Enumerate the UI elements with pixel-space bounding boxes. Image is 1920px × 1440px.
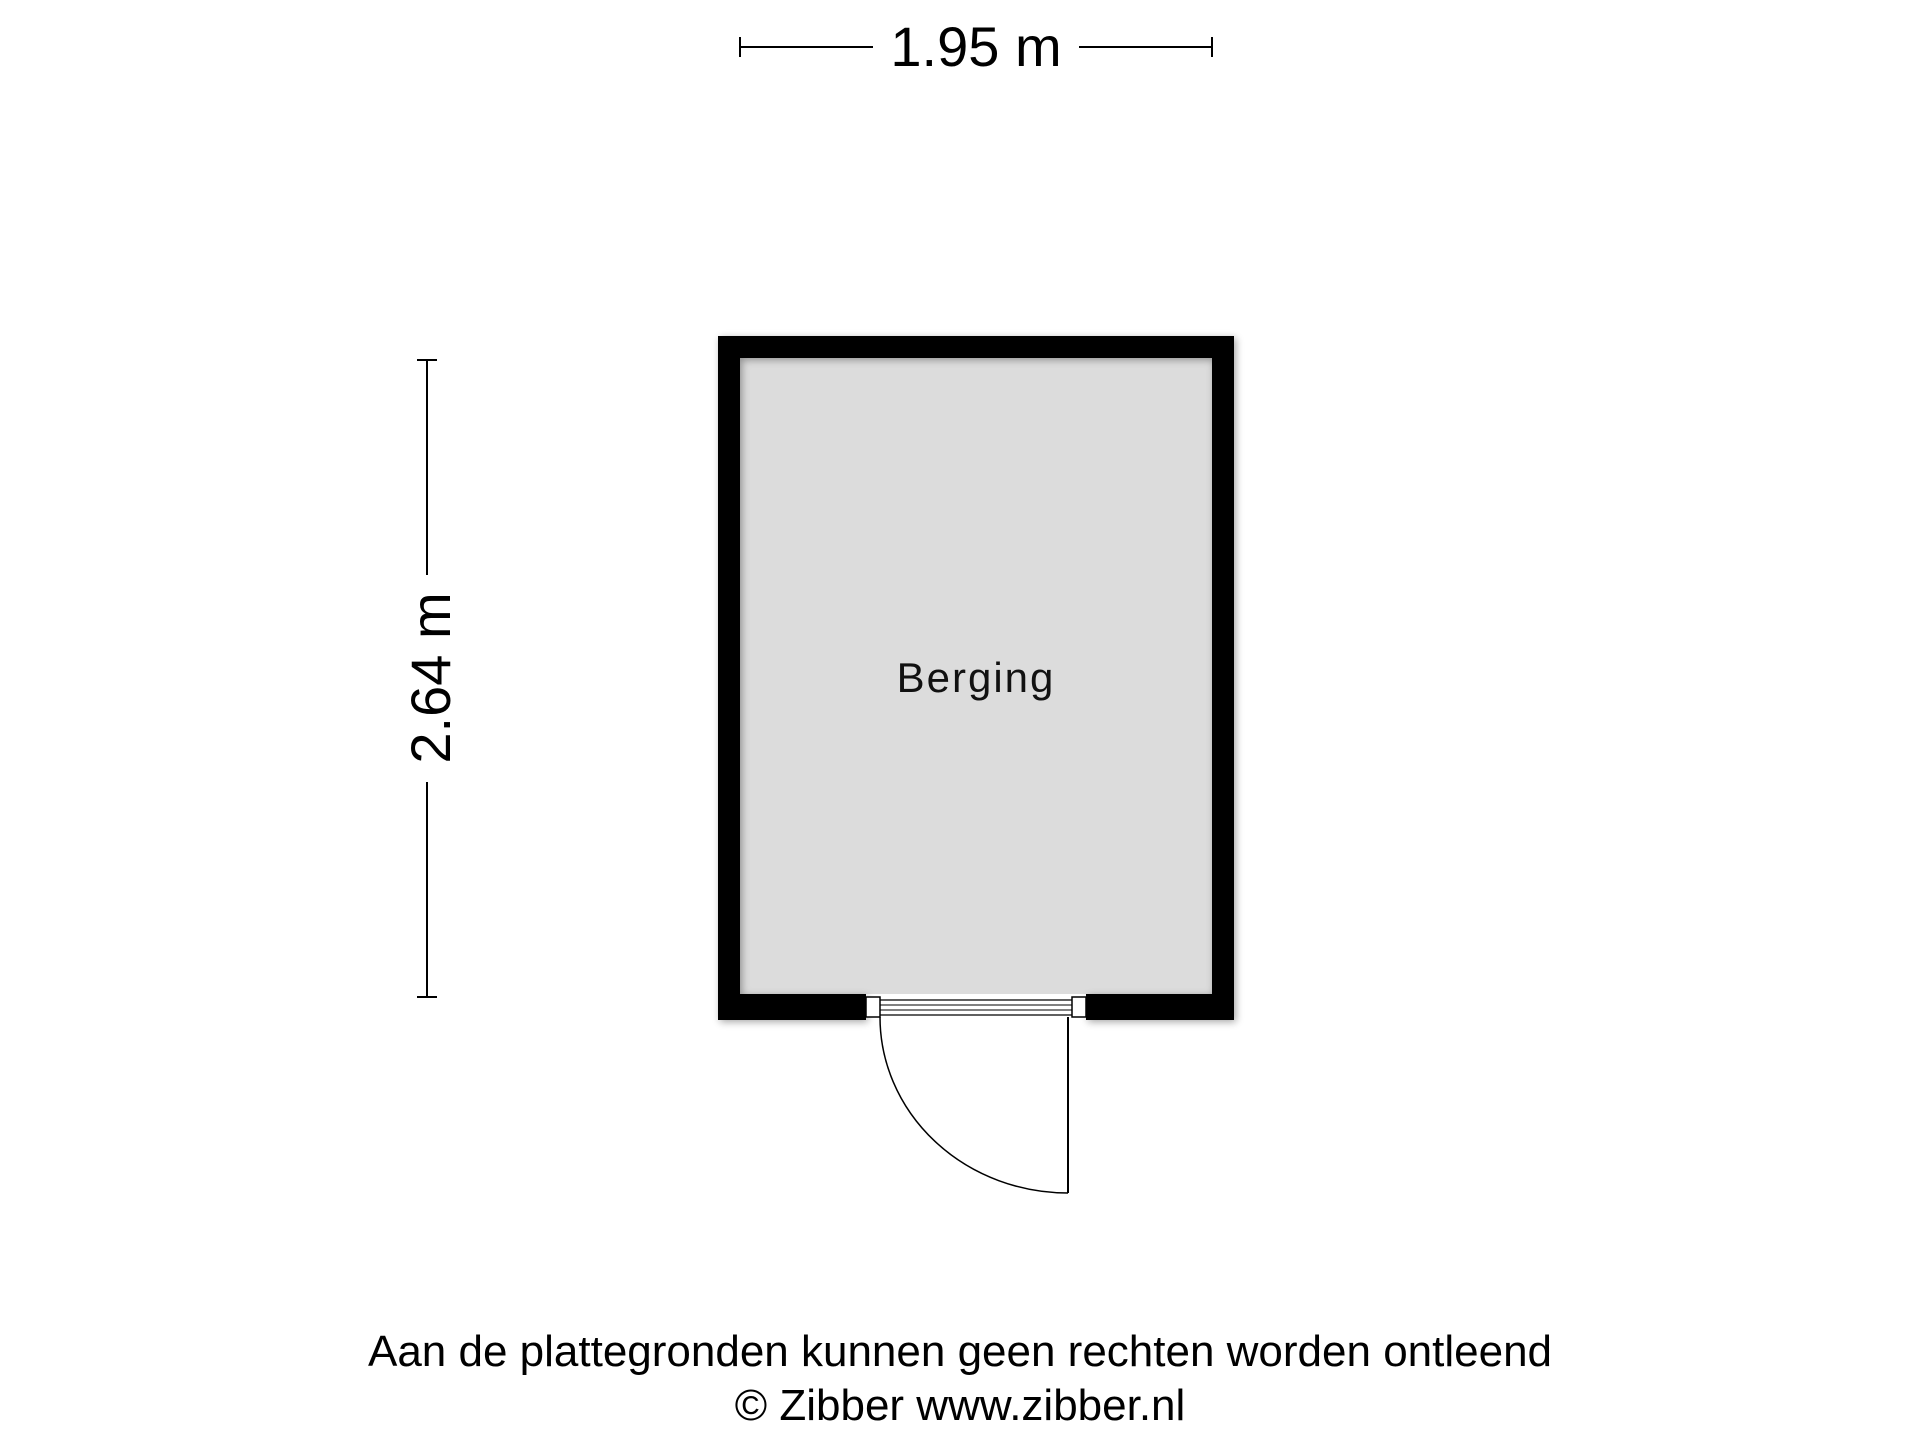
wall-right: [1212, 336, 1234, 1020]
copyright-text: © Zibber www.zibber.nl: [734, 1381, 1186, 1430]
height-dimension-label: 2.64 m: [399, 592, 462, 764]
door: [880, 1017, 1068, 1193]
width-dimension: [740, 15, 1212, 78]
door-frame-left: [866, 997, 880, 1017]
wall-bottom-right: [1086, 994, 1234, 1020]
height-dimension: [399, 360, 462, 997]
door-swing-arc: [880, 1017, 1068, 1193]
door-threshold: [866, 997, 1086, 1017]
room-label: Berging: [896, 654, 1056, 701]
wall-bottom-left: [718, 994, 866, 1020]
width-dimension-label: 1.95 m: [890, 15, 1062, 78]
wall-top: [718, 336, 1234, 358]
wall-left: [718, 336, 740, 1020]
disclaimer-text: Aan de plattegronden kunnen geen rechten worden ontleend: [367, 1327, 1553, 1376]
room-berging: [718, 336, 1234, 1193]
door-frame-right: [1072, 997, 1086, 1017]
